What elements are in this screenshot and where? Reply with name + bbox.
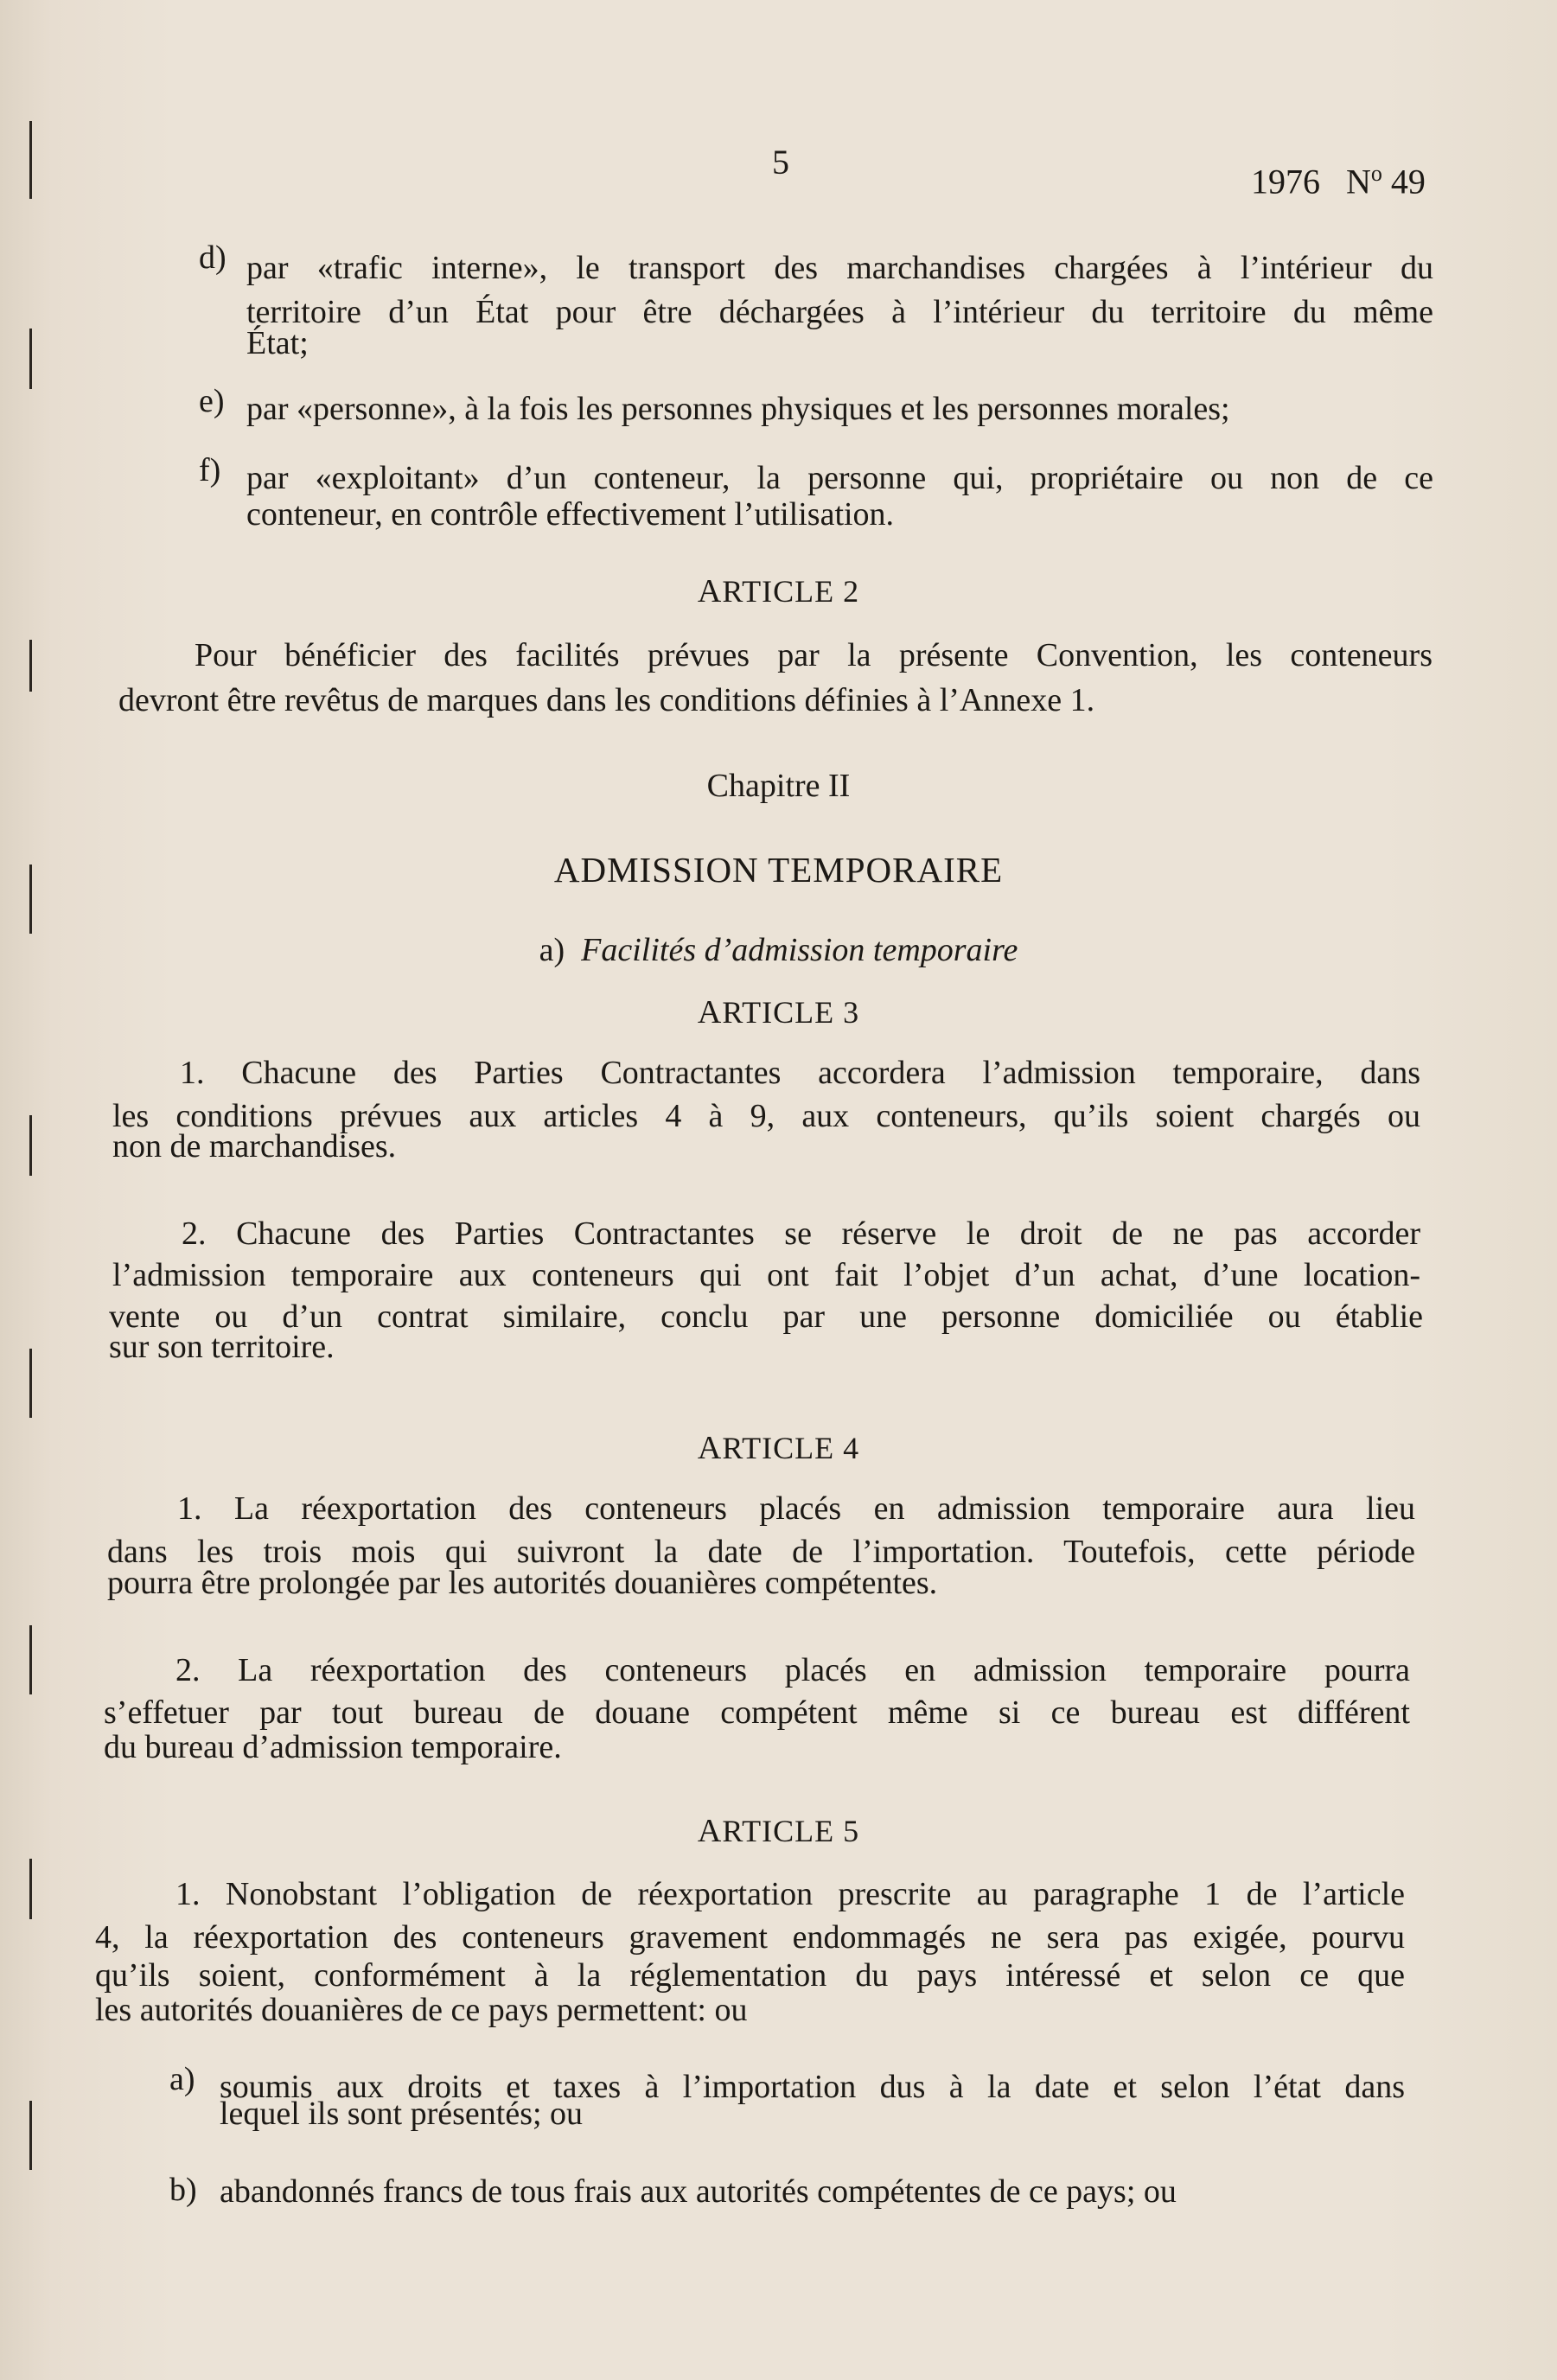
- article-4-heading: [0, 1429, 1557, 1467]
- item-marker-e: e): [199, 383, 225, 419]
- article-3-p1-line-3: non de marchandises.: [112, 1128, 397, 1164]
- issue-number-superscript: o: [1370, 161, 1382, 186]
- issue-number: [1251, 154, 1426, 201]
- article-5-item-a-line-1: soumis aux droits et taxes à l’importation dus à la date et selon l’état dans: [220, 2069, 1405, 2105]
- binding-mark: [29, 1859, 32, 1919]
- section-marker: a): [539, 932, 565, 968]
- item-d-line-3: État;: [246, 325, 309, 361]
- item-e-line-1: par «personne», à la fois les personnes physiques et les personnes morales;: [246, 391, 1230, 427]
- article-4-p2-line-3: du bureau d’admission temporaire.: [104, 1729, 562, 1765]
- section-title: Facilités d’admission temporaire: [581, 932, 1018, 968]
- article-4-p1-line-3: pourra être prolongée par les autorités douanières compétentes.: [107, 1565, 938, 1601]
- article-4-p2-line-2: s’effetuer par tout bureau de douane compétent même si ce bureau est différent: [104, 1694, 1410, 1731]
- article-2-line-1: Pour bénéficier des facilités prévues par la présente Convention, les conteneurs: [195, 637, 1433, 673]
- article-3-p2-line-4: sur son territoire.: [109, 1329, 335, 1365]
- article-2-heading: [0, 572, 1557, 610]
- article-5-item-b-line-1: abandonnés francs de tous frais aux autorités compétentes de ce pays; ou: [220, 2173, 1177, 2210]
- binding-mark: [29, 1349, 32, 1418]
- binding-mark: [29, 329, 32, 389]
- article-3-p2-line-1: 2. Chacune des Parties Contractantes se réserve le droit de ne pas accorder: [182, 1216, 1420, 1252]
- article-2-heading-rest: RTICLE 2: [722, 574, 860, 609]
- article-5-p1-line-4: les autorités douanières de ce pays permettent: ou: [95, 1992, 748, 2028]
- binding-mark: [29, 1115, 32, 1176]
- binding-mark: [29, 2101, 32, 2170]
- article-5-heading-rest: RTICLE 5: [722, 1814, 860, 1848]
- item-marker-d: d): [199, 239, 227, 276]
- article-5-item-a-line-2: lequel ils sont présentés; ou: [220, 2096, 584, 2132]
- article-3-heading-rest: RTICLE 3: [722, 995, 860, 1030]
- article-4-p2-line-1: 2. La réexportation des conteneurs placés en admission temporaire pourra: [175, 1652, 1410, 1688]
- article-4-p1-line-2: dans les trois mois qui suivront la date de l’importation. Toutefois, cette période: [107, 1534, 1415, 1570]
- section-heading: [0, 931, 1557, 969]
- article-5-heading-initial: A: [697, 1813, 723, 1849]
- item-d-line-2: territoire d’un État pour être déchargées à l’intérieur du territoire du même: [246, 294, 1433, 330]
- issue-number-value: 49: [1382, 162, 1426, 201]
- article-3-heading: [0, 993, 1557, 1031]
- article-5-item-b-marker: b): [169, 2172, 197, 2208]
- item-d-line-1: par «trafic interne», le transport des marchandises chargées à l’intérieur du: [246, 250, 1433, 286]
- article-5-p1-line-3: qu’ils soient, conformément à la réglementation du pays intéressé et selon ce que: [95, 1957, 1405, 1994]
- item-f-line-1: par «exploitant» d’un conteneur, la personne qui, propriétaire ou non de ce: [246, 460, 1433, 496]
- article-3-p1-line-2: les conditions prévues aux articles 4 à 9, aux conteneurs, qu’ils soient chargés ou: [112, 1098, 1420, 1134]
- article-5-heading: [0, 1812, 1557, 1850]
- chapter-title: ADMISSION TEMPORAIRE: [553, 850, 1004, 890]
- article-4-heading-initial: A: [697, 1430, 723, 1466]
- binding-mark: [29, 1625, 32, 1694]
- chapter-label: Chapitre II: [706, 768, 851, 804]
- article-4-p1-line-1: 1. La réexportation des conteneurs placés en admission temporaire aura lieu: [177, 1490, 1415, 1527]
- item-marker-f: f): [199, 452, 221, 488]
- page-number: 5: [772, 143, 789, 182]
- article-3-p2-line-2: l’admission temporaire aux conteneurs qui ont fait l’objet d’un achat, d’une location-: [112, 1257, 1420, 1293]
- article-3-p2-line-3: vente ou d’un contrat similaire, conclu par une personne domiciliée ou établie: [109, 1298, 1423, 1335]
- binding-mark: [29, 640, 32, 692]
- article-2-heading-initial: A: [697, 573, 723, 609]
- item-f-line-2: conteneur, en contrôle effectivement l’utilisation.: [246, 496, 895, 533]
- article-5-p1-line-2: 4, la réexportation des conteneurs gravement endommagés ne sera pas exigée, pourvu: [95, 1919, 1405, 1956]
- article-3-heading-initial: A: [697, 994, 723, 1030]
- issue-year: 1976 N: [1251, 162, 1371, 201]
- binding-mark: [29, 121, 32, 199]
- article-3-p1-line-1: 1. Chacune des Parties Contractantes accordera l’admission temporaire, dans: [180, 1055, 1420, 1091]
- article-5-p1-line-1: 1. Nonobstant l’obligation de réexportation prescrite au paragraphe 1 de l’article: [175, 1876, 1405, 1912]
- article-5-item-a-marker: a): [169, 2061, 195, 2097]
- article-2-line-2: devront être revêtus de marques dans les conditions définies à l’Annexe 1.: [118, 682, 1095, 718]
- article-4-heading-rest: RTICLE 4: [722, 1431, 860, 1465]
